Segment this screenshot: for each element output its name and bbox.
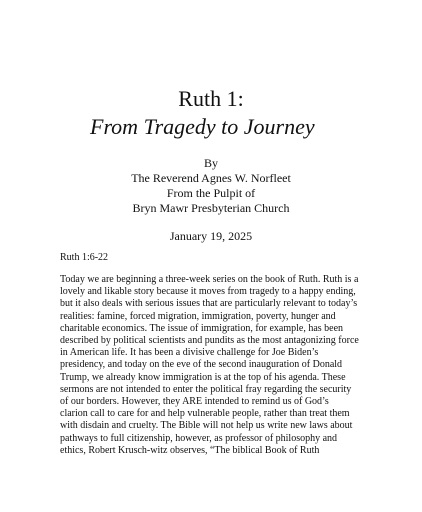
body-line: but it also deals with serious issues that are particularly relevant to today’s — [60, 298, 358, 310]
byline — [0, 156, 422, 216]
body-line: Today we are beginning a three-week series on the book of Ruth. Ruth is a — [60, 274, 359, 285]
body-line: in American life. It has been a divisive challenge for Joe Biden’s — [60, 347, 319, 359]
byline-from: From the Pulpit of — [166, 186, 256, 200]
body-line: ethics, Robert Krusch-witz observes, “The biblical Book of Ruth — [60, 444, 320, 456]
body-line: Trump, we already know immigration is at the top of his agenda. These — [60, 371, 346, 383]
sermon-subtitle: From Tragedy to Journey — [90, 114, 315, 139]
body-paragraph — [60, 274, 370, 457]
byline-by: By — [203, 156, 218, 170]
body-line: lovely and likable story because it moves from tragedy to a happy ending, — [60, 286, 356, 298]
body-line: charitable economics. The issue of immigration, for example, has been — [60, 322, 344, 334]
body-line: with disdain and cruelty. The Bible will not help us write new laws about — [60, 420, 353, 432]
body-line: pathways to full citizenship, however, as professor of philosophy and — [60, 432, 338, 444]
scripture-reference: Ruth 1:6-22 — [60, 252, 109, 263]
body-line: sermons are not intended to enter the political fray regarding the security — [60, 383, 352, 395]
byline-author: The Reverend Agnes W. Norfleet — [131, 171, 291, 185]
body-line: of our borders. However, they ARE intended to remind us of God’s — [60, 396, 329, 408]
body-line: presidency, and today on the eve of the second inauguration of Donald — [60, 359, 343, 371]
sermon-date: January 19, 2025 — [169, 229, 253, 243]
body-line: clarion call to care for and help vulnerable people, rather than treat them — [60, 408, 350, 420]
body-line: realities: famine, forced migration, immigration, poverty, hunger and — [60, 310, 336, 322]
body-line: described by political scientists and pundits as the most antagonizing force — [60, 335, 359, 347]
sermon-title: Ruth 1: — [178, 86, 244, 111]
byline-church: Bryn Mawr Presbyterian Church — [132, 201, 290, 215]
